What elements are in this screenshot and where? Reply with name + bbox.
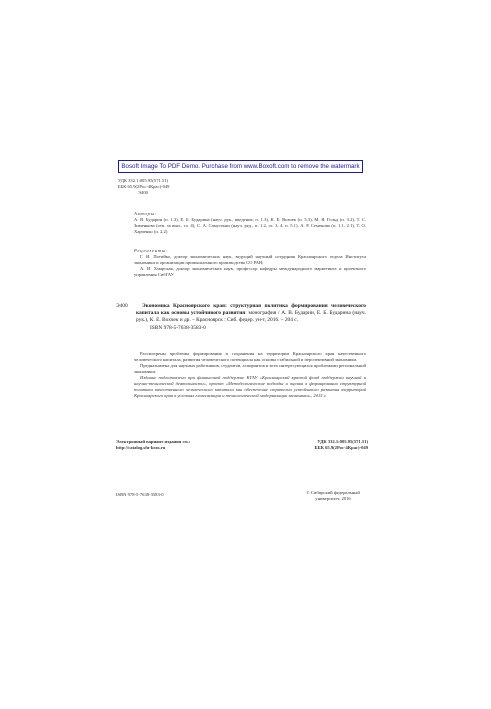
reviewer-2: А. И. Хмарская, доктор экономических наук, профессор кафедры международного маркетинга и проектного управления СибГАУ <box>134 266 366 277</box>
electronic-codes <box>286 439 368 451</box>
catalog-code: Э400 <box>138 190 148 195</box>
electronic-label: Электронный вариант издания см.: <box>116 439 191 444</box>
reviewers-heading: Рецензенты: <box>134 248 169 253</box>
reviewer-1: Г. И. Потийко, доктор экономических наук, ведущий научный сотрудник Красноярского отдела Института экономики и организации промышленного производства СО РАН; <box>134 254 366 265</box>
bbk-code: ББК 65.9(2Рос-4Крас)-049 <box>118 184 170 189</box>
udk-code: УДК 332.1:005.95(571.51) <box>118 178 169 183</box>
watermark-banner: Bosoft Image To PDF Demo. Purchase from www.Boxoft.com to remove the watermark <box>118 160 363 173</box>
authors-heading: Авторы: <box>134 211 157 216</box>
funding-note: Издание подготовлено при финансовой поддержке КГАУ «Красноярский краевой фонд поддержки научной и научно-технической деятельности», проект «Методологические подходы и оценка в формировании структурной политики качественного человеческого капитала как обеспечение стратегии устойчивого развития территорий Красноярского края в условиях глокализации и технологической модернизации экономики», 2015 г. <box>134 375 366 398</box>
catalog-description <box>136 303 366 332</box>
abstract-paragraph-1: Рассмотрены проблемы формирования и сохранения на территории Красноярского края качественного человеческого капитала, развития человеческого потенциала как основы стабильной и перспективной экономики. <box>134 351 366 362</box>
book-publication-info: : монография / А. В. Бударин, Е. Б. Бударина (науч. рук.), К. Е. Вохчек и др. – Красноярск : Сиб. федер. ун-т, 2016. – 204 с. <box>136 310 366 324</box>
abstract-paragraph-2: Предназначена для научных работников, студентов, аспирантов и всех интересующихся проблемами региональной экономики. <box>134 363 366 374</box>
electronic-version <box>116 439 256 451</box>
reviewers-block <box>134 248 366 278</box>
catalog-url[interactable]: http://catalog.sfu-kras.ru <box>116 445 166 450</box>
electronic-bbk: ББК 65.9(2Рос-4Крас)-049 <box>314 445 368 450</box>
electronic-udk: УДК 332.1:005.95(571.51) <box>317 439 368 444</box>
footer-isbn: ISBN 978-5-7638-3583-0 <box>116 492 164 497</box>
header-codes <box>118 178 258 196</box>
catalog-isbn: ISBN 978-5-7638-3583-0 <box>150 324 206 331</box>
catalog-code-left: Э400 <box>116 303 128 309</box>
copyright-line-2: университет, 2016 <box>315 496 351 501</box>
authors-block <box>134 211 366 235</box>
abstract-block <box>134 351 366 399</box>
book-title: Экономика Красноярского края: структурная политика формирования человеческого капитала как основы устойчивого развития <box>136 303 366 317</box>
copyright-line-1: © Сибирский федеральный <box>306 490 360 495</box>
authors-list: А. В. Бударин (п. 1.3), Е. Б. Бударина (науч. рук., введение, п. 1.3), К. Е. Вохчек (п. 5.3), М. Я. Гольд (п. 3.2), Т. С. Зименкова (отв. за вып., гл. 4), С. А. Самусенко (науч. ред., п. 1.2, гл. 3, 4, п. 5.1), А. Р. Семенова (п. 1.1, 2.1), Т. О. Харченко (п. 2.2) <box>134 217 366 234</box>
footer-copyright <box>298 490 368 502</box>
